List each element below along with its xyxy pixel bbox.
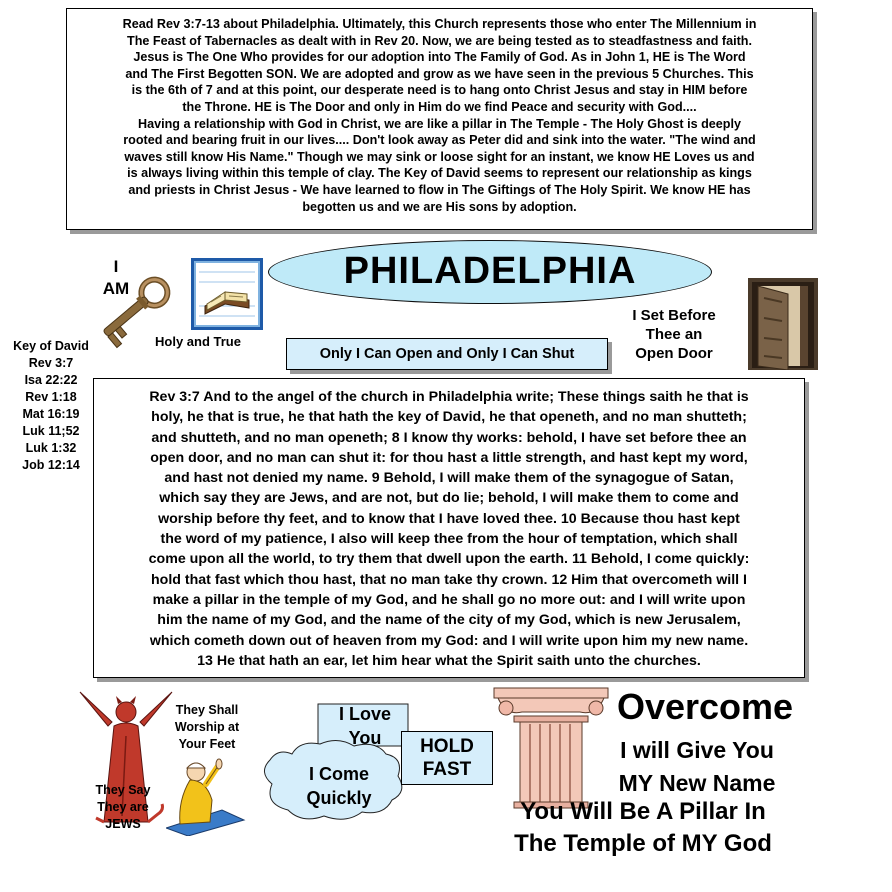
intro-line: waves still know His Name." Though we may sink or loose sight for an instant, we know HE Loves us and <box>124 149 755 164</box>
intro-line: is always living within this temple of clay. The Key of David seems to represent our relationship as kings <box>127 166 752 181</box>
scripture-line: open door, and no man can shut it: for thou hast a little strength, and hast kept my word, <box>150 449 748 466</box>
scripture-line: and shutteth, and no man openeth; 8 I know thy works: behold, I have set before thee an <box>151 429 747 446</box>
intro-line: the Throne. HE is The Door and only in Him do we find Peace and security with God.... <box>182 99 697 114</box>
intro-line: Read Rev 3:7-13 about Philadelphia. Ultimately, this Church represents those who enter The Millennium in <box>122 17 757 31</box>
reference-item: Job 12:14 <box>22 458 80 472</box>
scripture-text-box <box>93 378 805 678</box>
intro-line: and priests in Christ Jesus - We have learned to flow in The Giftings of The Holy Spirit. We know HE has <box>128 182 751 197</box>
intro-line: Jesus is The One Who provides for our adoption into The Family of God. As in John 1, HE is The Word <box>133 50 746 65</box>
intro-line: begotten us and we are His sons by adoption. <box>302 199 577 214</box>
title-banner <box>268 240 712 304</box>
intro-line: Having a relationship with God in Christ, we are like a pillar in The Temple - The Holy Ghost is deeply <box>138 116 741 131</box>
i-am-line: AM <box>102 279 130 298</box>
quickly-caption-line: I Come <box>308 764 369 784</box>
scripture-line: holy, he that is true, he that hath the key of David, he that openeth, and no man shutteth; <box>151 409 747 426</box>
jews-caption-line: JEWS <box>105 817 141 831</box>
pillar-promise-line: You Will Be A Pillar In <box>520 798 766 825</box>
intro-line: is the 6th of 7 and at this point, our desperate need is to hang onto Christ Jesus and stay in HIM before <box>131 83 748 98</box>
love-caption-line: You <box>348 728 382 748</box>
scripture-line: which say they are Jews, and are not, but do lie; behold, I will make them to come and <box>159 490 739 507</box>
new-name-caption <box>592 734 802 800</box>
love-caption <box>322 702 408 750</box>
scripture-line: him the name of my God, and the name of the city of my God, which is new Jerusalem, <box>157 612 741 629</box>
tagline-text: Only I Can Open and Only I Can Shut <box>319 346 575 362</box>
open-door-caption <box>620 306 728 363</box>
intro-text-box <box>66 8 813 230</box>
quickly-caption <box>284 762 394 810</box>
scripture-line: come upon all the world, to try them that dwell upon the earth. 11 Behold, I come quickly: <box>148 551 750 568</box>
intro-line: rooted and bearing fruit in our lives.... Don't look away as Peter did and sink into the water. "The wind and <box>123 133 756 148</box>
book-icon <box>191 258 263 330</box>
reference-item: Luk 11;52 <box>22 424 80 438</box>
holy-and-true-label: Holy and True <box>155 334 241 349</box>
reference-item: Mat 16:19 <box>22 407 80 421</box>
door-icon <box>748 278 818 370</box>
jews-caption-line: They are <box>97 800 149 814</box>
scripture-line: the word of my patience, I also will keep thee from the hour of temptation, which shall <box>160 531 738 548</box>
new-name-line: MY New Name <box>618 770 776 796</box>
worship-caption <box>168 702 246 753</box>
page-title: PHILADELPHIA <box>343 249 637 292</box>
worship-caption-line: They Shall <box>175 703 239 717</box>
worship-caption-line: Worship at <box>174 720 240 734</box>
pillar-promise-caption <box>488 796 798 860</box>
reference-item: Isa 22:22 <box>24 373 78 387</box>
overcome-heading: Overcome <box>616 686 794 727</box>
i-am-line: I <box>113 257 119 276</box>
door-caption-line: Open Door <box>635 345 713 362</box>
love-caption-line: I Love <box>338 704 391 724</box>
scripture-line: and hast not denied my name. 9 Behold, I will make them of the synagogue of Satan, <box>164 470 734 487</box>
praying-man-icon <box>166 750 246 836</box>
reference-item: Key of David <box>13 339 89 353</box>
hold-fast-box <box>401 731 493 785</box>
hold-fast-line: HOLD <box>420 736 474 757</box>
intro-line: The Feast of Tabernacles as dealt with in Rev 20. Now, we are being tested as to steadfastness and faith. <box>127 33 752 48</box>
reference-item: Luk 1:32 <box>25 441 77 455</box>
hold-fast-line: FAST <box>422 759 472 780</box>
scripture-line: make a pillar in the temple of my God, and he shall go no more out: and I will write upon <box>152 591 746 608</box>
worship-caption-line: Your Feet <box>178 737 236 751</box>
new-name-line: I will Give You <box>620 737 774 763</box>
reference-item: Rev 1:18 <box>25 390 77 404</box>
scripture-line: Rev 3:7 And to the angel of the church in Philadelphia write; These things saith he that is <box>149 389 749 405</box>
intro-line: and The First Begotten SON. We are adopted and grow as we have seen in the previous 5 Churches. This <box>125 66 754 81</box>
scripture-line: which cometh down out of heaven from my God: and I will write upon him my new name. <box>149 632 749 649</box>
quickly-caption-line: Quickly <box>306 788 372 808</box>
scripture-line: hold that fast which thou hast, that no man take thy crown. 12 Him that overcometh will I <box>151 571 747 588</box>
jews-caption <box>84 782 162 833</box>
door-caption-line: Thee an <box>645 326 703 343</box>
jews-caption-line: They Say <box>95 783 151 797</box>
reference-item: Rev 3:7 <box>28 356 74 370</box>
door-caption-line: I Set Before <box>632 307 716 324</box>
scripture-line: worship before thy feet, and to know that I have loved thee. 10 Because thou hast kept <box>158 510 740 527</box>
scripture-line: 13 He that hath an ear, let him hear what the Spirit saith unto the churches. <box>197 652 701 669</box>
tagline-box <box>286 338 608 370</box>
pillar-promise-line: The Temple of MY God <box>514 830 772 857</box>
scripture-references <box>6 338 96 474</box>
